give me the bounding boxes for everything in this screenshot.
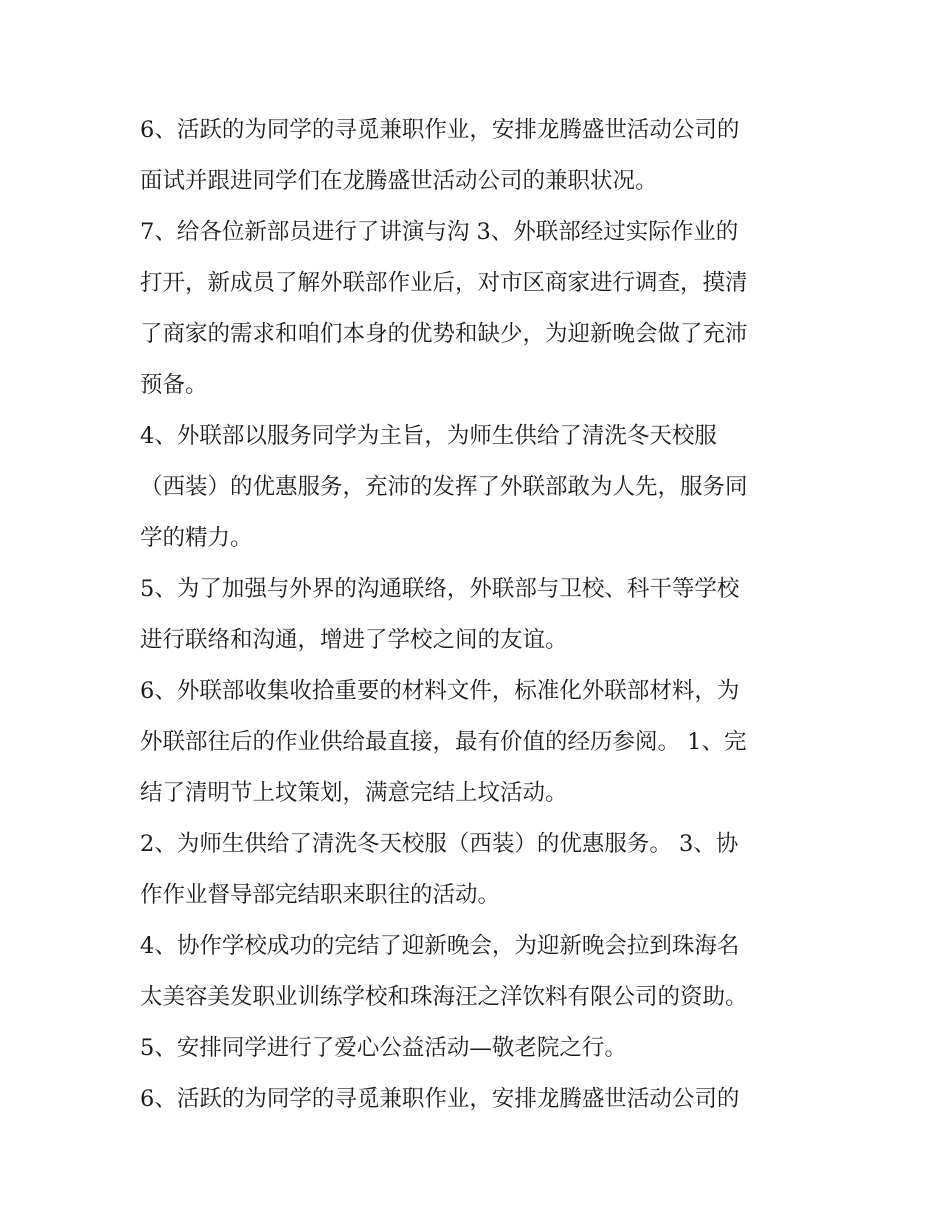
text-line: 学的精力。 xyxy=(140,525,253,551)
text-line: 4、协作学校成功的完结了迎新晚会，为迎新晚会拉到珠海名 xyxy=(140,933,740,959)
paragraph xyxy=(140,1023,820,1074)
text-line: 5、为了加强与外界的沟通联络，外联部与卫校、科干等学校 xyxy=(140,576,740,602)
document-body xyxy=(140,105,820,1125)
paragraph xyxy=(140,207,820,411)
text-line: 结了清明节上坟策划，满意完结上坟活动。 xyxy=(140,780,568,806)
text-line: 6、活跃的为同学的寻觅兼职作业，安排龙腾盛世活动公司的 xyxy=(140,117,740,143)
text-line: 面试并跟进同学们在龙腾盛世活动公司的兼职状况。 xyxy=(140,168,658,194)
paragraph xyxy=(140,564,820,666)
text-line: 6、外联部收集收拾重要的材料文件，标准化外联部材料，为 xyxy=(140,678,740,704)
text-line: 作作业督导部完结职来职往的活动。 xyxy=(140,882,501,908)
text-line: 5、安排同学进行了爱心公益活动—敬老院之行。 xyxy=(140,1035,627,1061)
text-line: 7、给各位新部员进行了讲演与沟 3、外联部经过实际作业的 xyxy=(140,219,739,245)
text-line: （西装）的优惠服务，充沛的发挥了外联部敢为人先，服务同 xyxy=(140,474,748,500)
paragraph xyxy=(140,105,820,207)
text-line: 4、外联部以服务同学为主旨，为师生供给了清洗冬天校服 xyxy=(140,423,717,449)
text-line: 预备。 xyxy=(140,372,208,398)
paragraph xyxy=(140,819,820,921)
text-line: 进行联络和沟通，增进了学校之间的友谊。 xyxy=(140,627,568,653)
text-line: 太美容美发职业训练学校和珠海汪之洋饮料有限公司的资助。 xyxy=(140,984,748,1010)
text-line: 打开，新成员了解外联部作业后，对市区商家进行调查，摸清 xyxy=(140,270,748,296)
paragraph xyxy=(140,666,820,819)
paragraph xyxy=(140,921,820,1023)
text-line: 外联部往后的作业供给最直接，最有价值的经历参阅。 1、完 xyxy=(140,729,747,755)
text-line: 了商家的需求和咱们本身的优势和缺少，为迎新晚会做了充沛 xyxy=(140,321,748,347)
paragraph xyxy=(140,1074,820,1125)
text-line: 6、活跃的为同学的寻觅兼职作业，安排龙腾盛世活动公司的 xyxy=(140,1086,740,1112)
text-line: 2、为师生供给了清洗冬天校服（西装）的优惠服务。 3、协 xyxy=(140,831,739,857)
paragraph xyxy=(140,411,820,564)
